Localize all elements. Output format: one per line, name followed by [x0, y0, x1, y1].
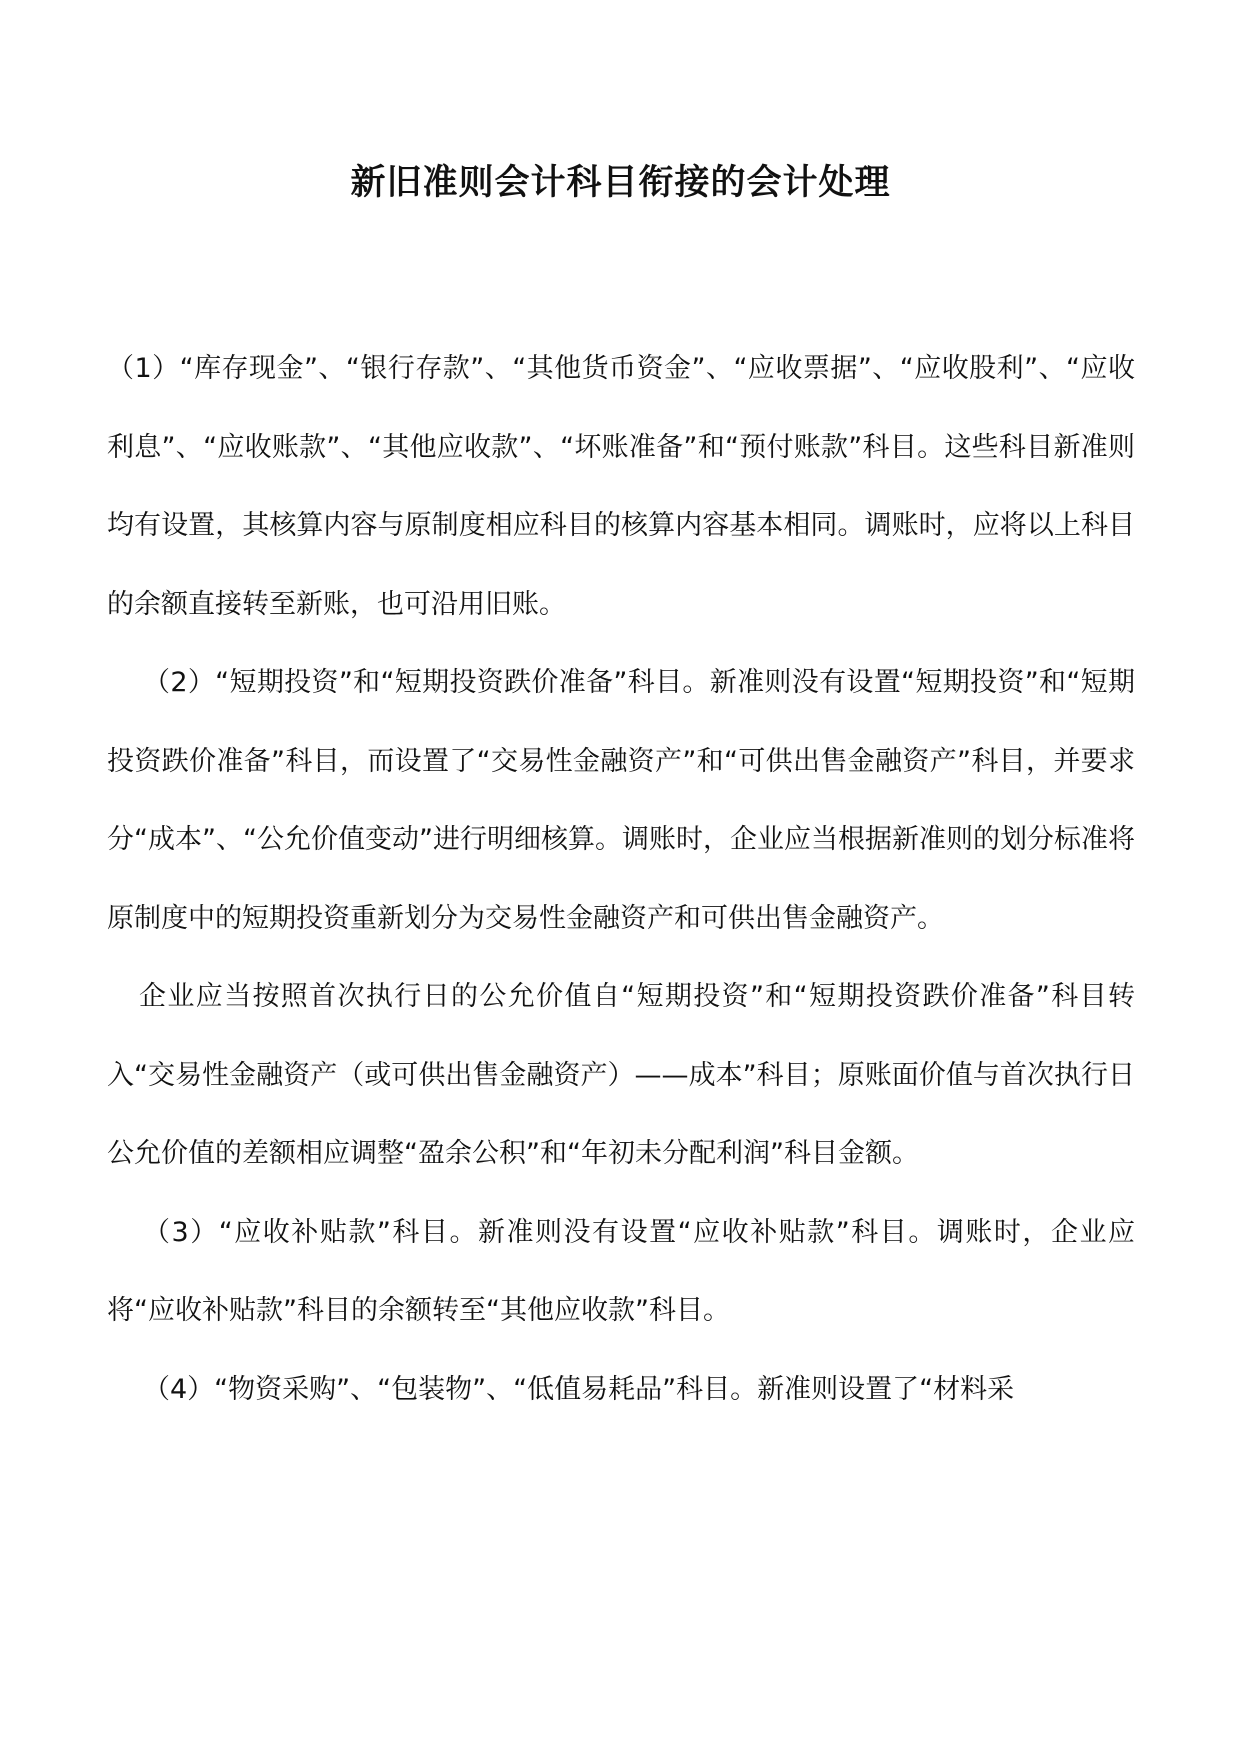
document-body: [107, 330, 1135, 1429]
paragraph-2: （2）“短期投资”和“短期投资跌价准备”科目。新准则没有设置“短期投资”和“短期投资跌价准备”科目，而设置了“交易性金融资产”和“可供出售金融资产”科目，并要求分“成本”、“公允价值变动”进行明细核算。调账时，企业应当根据新准则的划分标准将原制度中的短期投资重新划分为交易性金融资产和可供出售金融资产。: [107, 667, 1135, 934]
document-title: 新旧准则会计科目衔接的会计处理: [350, 162, 891, 203]
paragraph-4: （3）“应收补贴款”科目。新准则没有设置“应收补贴款”科目。调账时，企业应将“应收补贴款”科目的余额转至“其他应收款”科目。: [107, 1216, 1135, 1326]
paragraph-1: （1）“库存现金”、“银行存款”、“其他货币资金”、“应收票据”、“应收股利”、“应收利息”、“应收账款”、“其他应收款”、“坏账准备”和“预付账款”科目。这些科目新准则均有设置，其核算内容与原制度相应科目的核算内容基本相同。调账时，应将以上科目的余额直接转至新账，也可沿用旧账。: [107, 353, 1135, 620]
paragraph-3: 企业应当按照首次执行日的公允价值自“短期投资”和“短期投资跌价准备”科目转入“交易性金融资产（或可供出售金融资产）——成本”科目；原账面价值与首次执行日公允价值的差额相应调整“盈余公积”和“年初未分配利润”科目金额。: [107, 981, 1135, 1169]
paragraph-5: （4）“物资采购”、“包装物”、“低值易耗品”科目。新准则设置了“材料采: [143, 1373, 1015, 1405]
